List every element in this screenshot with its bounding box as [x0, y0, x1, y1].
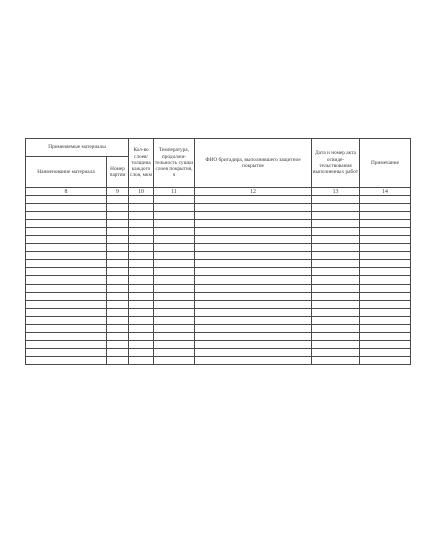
- header-note: Примечание: [360, 139, 411, 188]
- table-cell: [312, 316, 360, 324]
- table-cell: [26, 276, 107, 284]
- table-cell: [154, 212, 195, 220]
- table-cell: [360, 252, 411, 260]
- table-cell: [312, 276, 360, 284]
- table-cell: [154, 268, 195, 276]
- table-cell: [154, 220, 195, 228]
- table-row: [26, 316, 411, 324]
- table-cell: [154, 316, 195, 324]
- table-cell: [26, 228, 107, 236]
- table-cell: [26, 212, 107, 220]
- table-cell: [312, 340, 360, 348]
- table-cell: [26, 220, 107, 228]
- header-foreman: ФИО бригадира, выполнившего защитное покрытие: [195, 139, 312, 188]
- table-cell: [26, 196, 107, 204]
- table-cell: [360, 244, 411, 252]
- table-cell: [360, 220, 411, 228]
- table-row: [26, 300, 411, 308]
- table-row: [26, 244, 411, 252]
- register-table: [25, 138, 411, 365]
- table-cell: [312, 268, 360, 276]
- table-cell: [26, 244, 107, 252]
- table-cell: [195, 356, 312, 364]
- table-cell: [195, 204, 312, 212]
- header-inspection-date: Дата и номер акта освиде- тельствования выполненных работ: [312, 139, 360, 188]
- table-cell: [154, 324, 195, 332]
- table-cell: [360, 292, 411, 300]
- table-cell: [129, 284, 154, 292]
- table-cell: [195, 308, 312, 316]
- table-cell: [26, 324, 107, 332]
- table-cell: [312, 236, 360, 244]
- table-cell: [107, 268, 129, 276]
- table-cell: [26, 236, 107, 244]
- table-cell: [312, 332, 360, 340]
- table-cell: [107, 356, 129, 364]
- table-row: [26, 348, 411, 356]
- header-applied-materials: Применяемые материалы: [26, 139, 129, 157]
- table-cell: [195, 244, 312, 252]
- table-cell: [360, 340, 411, 348]
- table-cell: [312, 228, 360, 236]
- table-cell: [129, 220, 154, 228]
- table-row: [26, 236, 411, 244]
- column-number: 10: [129, 188, 154, 196]
- column-number: 12: [195, 188, 312, 196]
- table-cell: [154, 228, 195, 236]
- table-cell: [154, 300, 195, 308]
- table-cell: [195, 228, 312, 236]
- table-cell: [129, 292, 154, 300]
- table-cell: [129, 332, 154, 340]
- table-cell: [312, 212, 360, 220]
- table-cell: [129, 196, 154, 204]
- header-batch-number: Номер партии: [107, 157, 129, 188]
- column-number: 14: [360, 188, 411, 196]
- table-cell: [26, 332, 107, 340]
- table-cell: [195, 316, 312, 324]
- table-cell: [129, 268, 154, 276]
- table-cell: [360, 204, 411, 212]
- table-cell: [154, 284, 195, 292]
- table-cell: [154, 348, 195, 356]
- table-cell: [129, 212, 154, 220]
- table-cell: [129, 252, 154, 260]
- table-cell: [26, 308, 107, 316]
- column-number: 9: [107, 188, 129, 196]
- table-cell: [195, 292, 312, 300]
- table-row: [26, 268, 411, 276]
- table-cell: [312, 196, 360, 204]
- table-row: [26, 308, 411, 316]
- table-cell: [26, 316, 107, 324]
- table-cell: [195, 332, 312, 340]
- table-cell: [107, 196, 129, 204]
- table-row: [26, 340, 411, 348]
- table-cell: [107, 220, 129, 228]
- table-cell: [154, 292, 195, 300]
- table-cell: [312, 292, 360, 300]
- table-cell: [26, 204, 107, 212]
- table-cell: [129, 324, 154, 332]
- table-cell: [360, 316, 411, 324]
- table-cell: [360, 356, 411, 364]
- table-cell: [129, 308, 154, 316]
- header-layer-count: Кол-во слоев/ толщина каждого слоя, мкм: [129, 139, 154, 188]
- table-row: [26, 276, 411, 284]
- table-cell: [312, 220, 360, 228]
- table-cell: [360, 324, 411, 332]
- table-cell: [107, 348, 129, 356]
- table-cell: [312, 356, 360, 364]
- table-cell: [312, 284, 360, 292]
- table-cell: [195, 260, 312, 268]
- table-row: [26, 196, 411, 204]
- table-cell: [129, 244, 154, 252]
- table-cell: [195, 236, 312, 244]
- table-cell: [129, 204, 154, 212]
- table-cell: [195, 324, 312, 332]
- column-number: 8: [26, 188, 107, 196]
- table-row: [26, 228, 411, 236]
- table-cell: [129, 348, 154, 356]
- table-cell: [26, 340, 107, 348]
- table-cell: [26, 348, 107, 356]
- column-number: 13: [312, 188, 360, 196]
- header-temperature: Температура, продолжи- тельность сушки слоев покрытия, ч: [154, 139, 195, 188]
- table-cell: [195, 340, 312, 348]
- table-row: [26, 324, 411, 332]
- table-cell: [129, 356, 154, 364]
- table-cell: [312, 348, 360, 356]
- table-cell: [195, 196, 312, 204]
- table-cell: [107, 300, 129, 308]
- table-cell: [360, 332, 411, 340]
- table-cell: [107, 244, 129, 252]
- table-cell: [107, 204, 129, 212]
- table-row: [26, 284, 411, 292]
- table-cell: [360, 260, 411, 268]
- table-cell: [312, 324, 360, 332]
- table-cell: [107, 284, 129, 292]
- table-cell: [154, 260, 195, 268]
- table-cell: [360, 236, 411, 244]
- table-cell: [360, 268, 411, 276]
- table-cell: [26, 292, 107, 300]
- column-numbers-row: [26, 188, 411, 196]
- table-cell: [312, 252, 360, 260]
- table-cell: [154, 252, 195, 260]
- table-cell: [26, 252, 107, 260]
- table-cell: [107, 316, 129, 324]
- table-cell: [195, 268, 312, 276]
- table-cell: [129, 316, 154, 324]
- table-cell: [154, 332, 195, 340]
- table-cell: [154, 308, 195, 316]
- table-cell: [154, 244, 195, 252]
- table-row: [26, 332, 411, 340]
- table-cell: [107, 332, 129, 340]
- table-row: [26, 260, 411, 268]
- table-cell: [107, 276, 129, 284]
- table-cell: [312, 260, 360, 268]
- table-cell: [360, 196, 411, 204]
- table-cell: [129, 260, 154, 268]
- table-cell: [107, 340, 129, 348]
- table-cell: [312, 308, 360, 316]
- table-cell: [195, 220, 312, 228]
- table-cell: [129, 340, 154, 348]
- table-cell: [26, 284, 107, 292]
- table-cell: [360, 300, 411, 308]
- table-cell: [312, 244, 360, 252]
- table-row: [26, 292, 411, 300]
- table-cell: [360, 228, 411, 236]
- table-cell: [360, 348, 411, 356]
- table-cell: [360, 284, 411, 292]
- table-cell: [360, 212, 411, 220]
- table-cell: [195, 276, 312, 284]
- table-cell: [312, 300, 360, 308]
- table-body: [26, 196, 411, 365]
- header-material-name: Наименование материала: [26, 157, 107, 188]
- table-cell: [154, 276, 195, 284]
- table-cell: [129, 300, 154, 308]
- table-cell: [26, 356, 107, 364]
- table-cell: [26, 300, 107, 308]
- table-cell: [154, 340, 195, 348]
- table-cell: [107, 236, 129, 244]
- table-row: [26, 204, 411, 212]
- table-row: [26, 212, 411, 220]
- table-cell: [195, 284, 312, 292]
- column-number: 11: [154, 188, 195, 196]
- table-cell: [107, 212, 129, 220]
- table-cell: [129, 228, 154, 236]
- table-cell: [26, 268, 107, 276]
- table-cell: [360, 308, 411, 316]
- table-cell: [195, 300, 312, 308]
- table-cell: [107, 228, 129, 236]
- table-cell: [154, 204, 195, 212]
- table-cell: [26, 260, 107, 268]
- table-row: [26, 252, 411, 260]
- table-cell: [195, 252, 312, 260]
- table-row: [26, 356, 411, 364]
- table-cell: [129, 276, 154, 284]
- table-cell: [195, 212, 312, 220]
- table-cell: [154, 236, 195, 244]
- table-cell: [107, 260, 129, 268]
- table-row: [26, 220, 411, 228]
- table-cell: [107, 324, 129, 332]
- table-cell: [107, 252, 129, 260]
- table-cell: [360, 276, 411, 284]
- table-cell: [107, 292, 129, 300]
- table-cell: [195, 348, 312, 356]
- table-cell: [312, 204, 360, 212]
- table-cell: [154, 196, 195, 204]
- table-cell: [129, 236, 154, 244]
- table-cell: [154, 356, 195, 364]
- table-cell: [107, 308, 129, 316]
